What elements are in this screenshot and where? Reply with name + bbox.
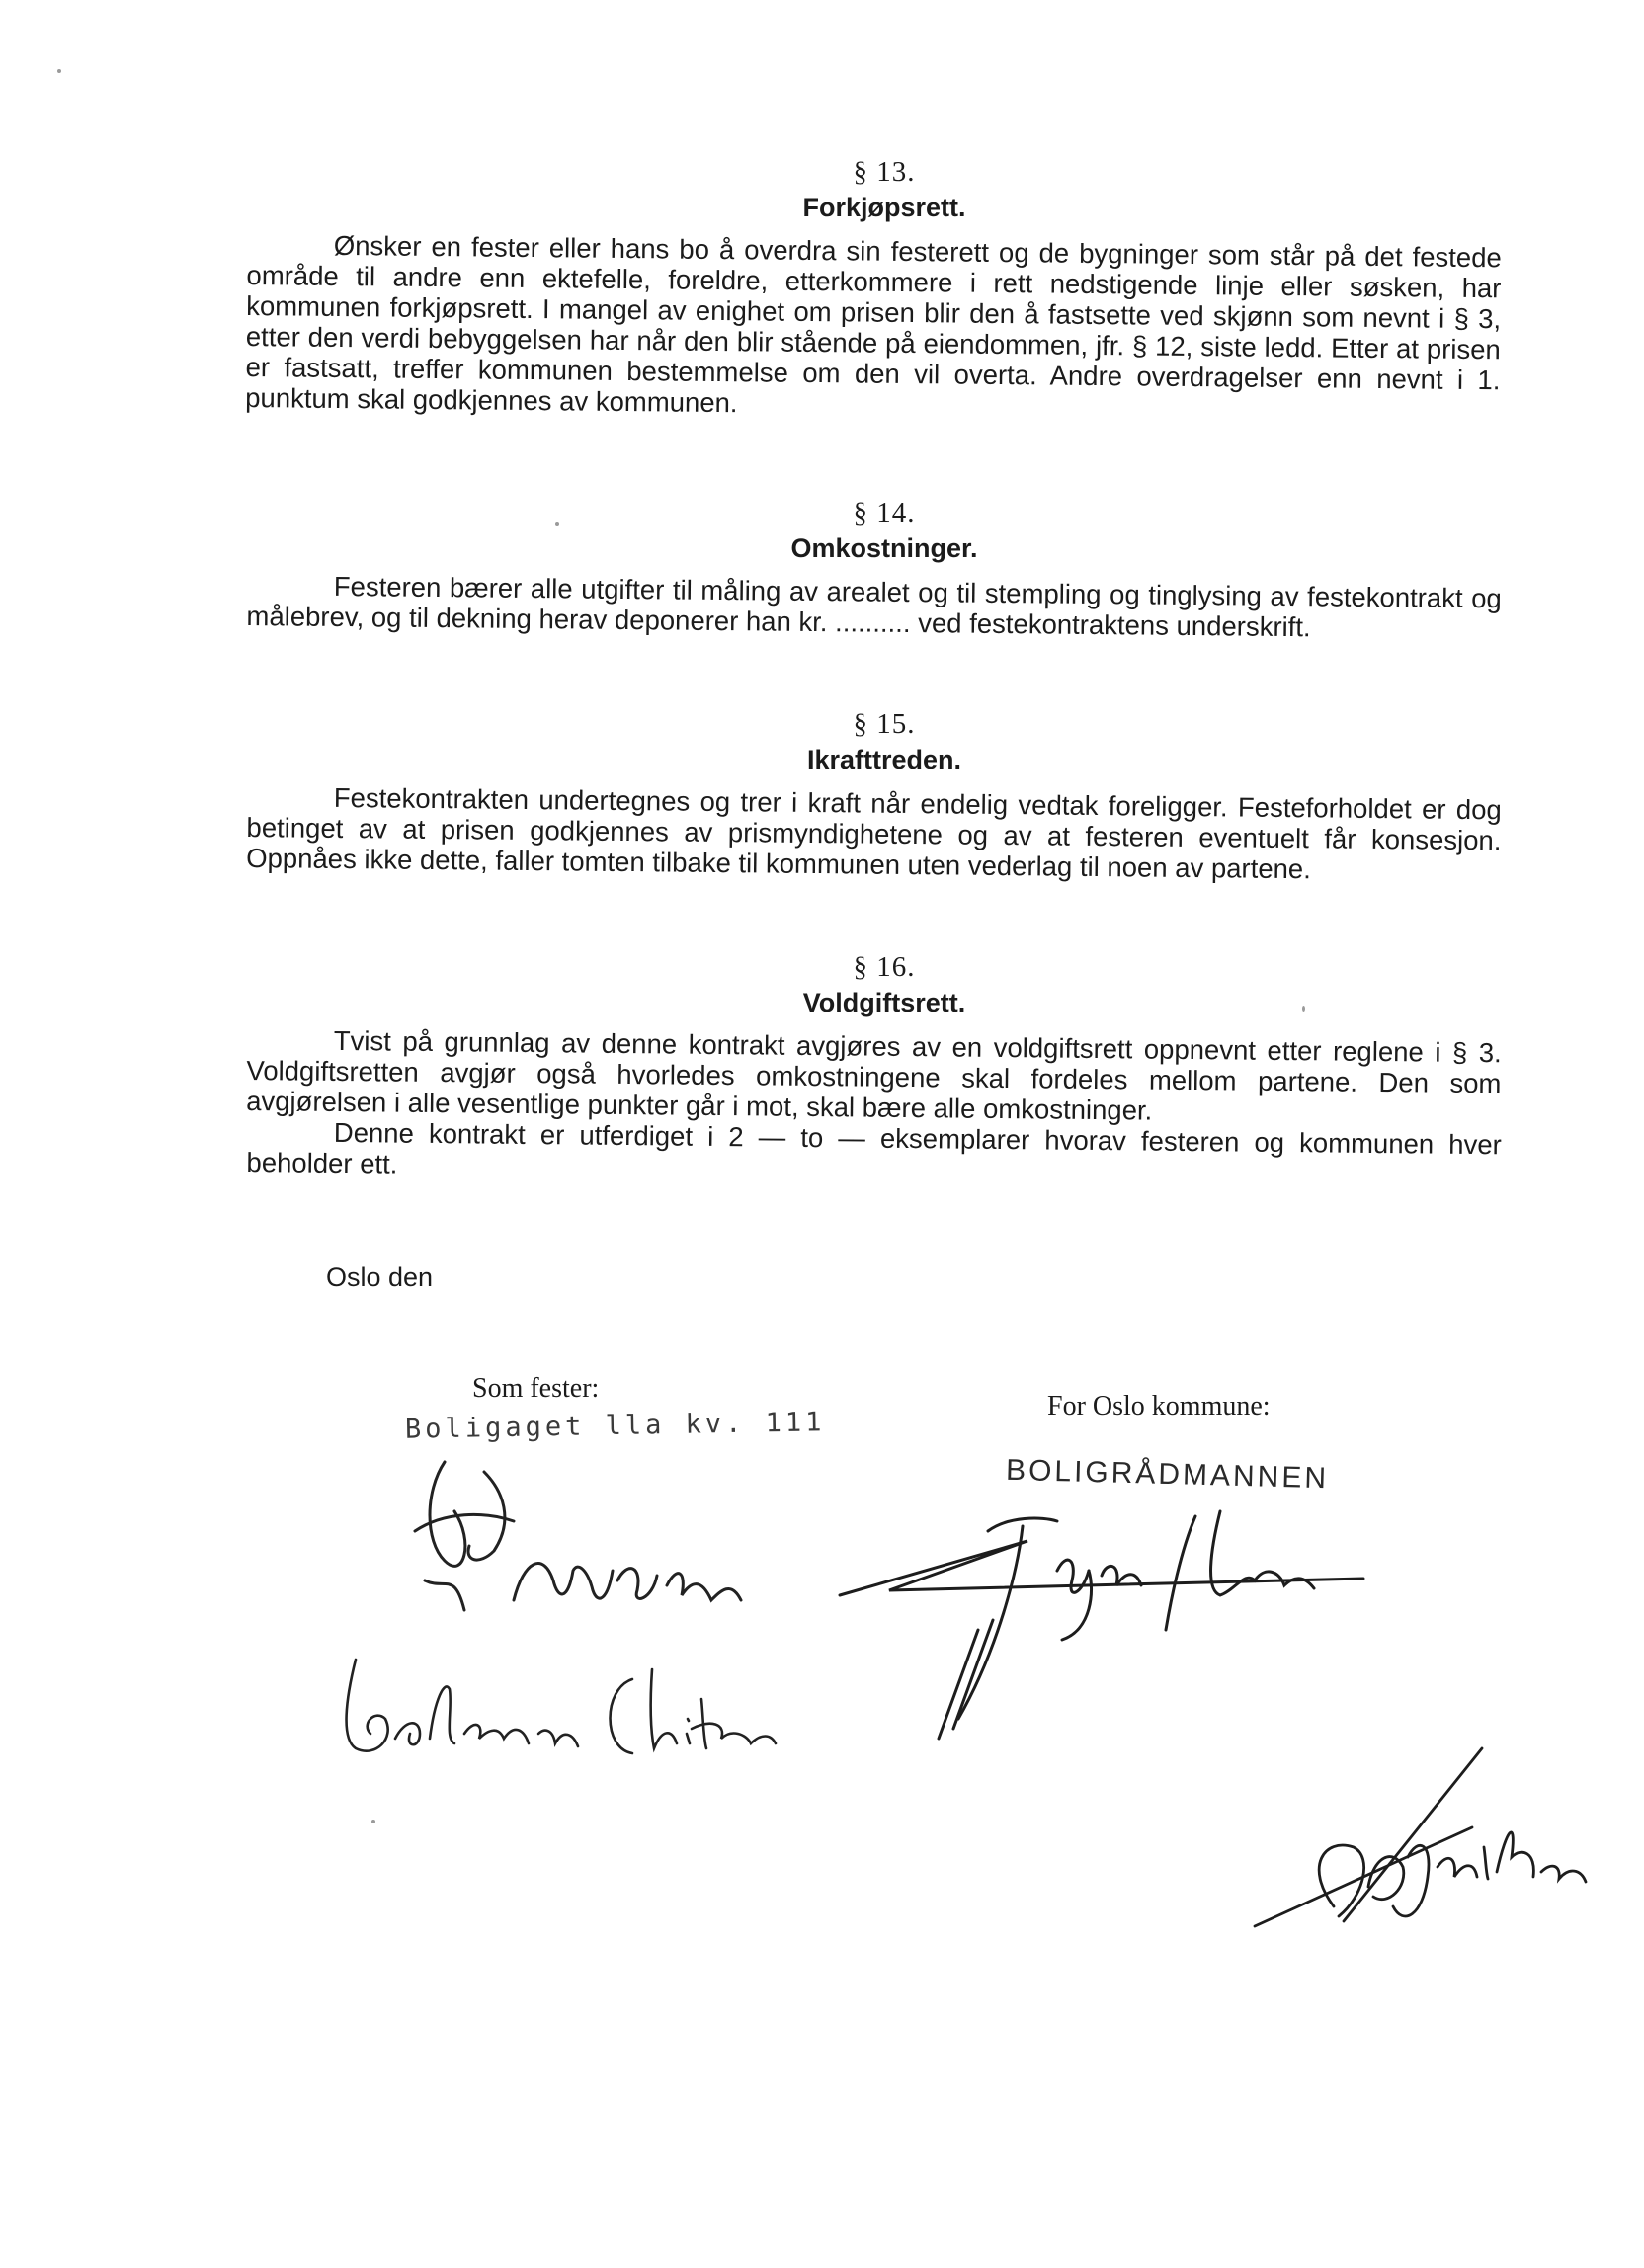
section-14 bbox=[246, 497, 1502, 643]
kommune-signature bbox=[830, 1492, 1383, 1748]
scan-speck bbox=[371, 1820, 375, 1823]
fester-label: Som fester: bbox=[472, 1373, 600, 1404]
section-title: Omkostninger. bbox=[790, 533, 978, 563]
fester-stamp: Boligaget lla kv. 111 bbox=[404, 1407, 826, 1445]
section-number: § 13. bbox=[853, 156, 916, 188]
section-15 bbox=[246, 708, 1502, 885]
section-number: § 15. bbox=[853, 708, 916, 740]
section-title: Voldgiftsrett. bbox=[802, 988, 966, 1017]
scan-speck bbox=[57, 69, 61, 73]
section-title: Forkjøpsrett. bbox=[802, 193, 966, 222]
section-number: § 14. bbox=[853, 497, 916, 528]
scan-speck bbox=[1302, 1006, 1305, 1012]
section-paragraph: Festeren bærer alle utgifter til måling av arealet og til stempling og tinglysing av festekontrakt og målebrev, og til dekning herav deponerer han kr. .......... ved festekontraktens underskrift. bbox=[246, 570, 1502, 643]
section-paragraph: Ønsker en fester eller hans bo å overdra sin festerett og de bygninger som står på det festede område til andre enn ektefelle, foreldre, etterkommere i rett nedstigende linje eller søsken, har kommunen forkjøpsrett. I mangel av enighet om prisen blir den å fastsette ved skjønn som nevnt i § 3, etter den verdi bebyggelsen har når den blir stående på eiendommen, jfr. § 12, siste ledd. Etter at prisen er fastsatt, treffer kommunen bestemmelse om den vil overta. Andre overdragelser enn nevnt i 1. punktum skal godkjennes av kommunen. bbox=[245, 229, 1502, 419]
kommune-stamp: BOLIGRÅDMANNEN bbox=[1005, 1453, 1330, 1496]
fester-signature-2 bbox=[336, 1640, 850, 1778]
place-date: Oslo den bbox=[326, 1262, 434, 1292]
section-title: Ikrafttreden. bbox=[806, 745, 962, 774]
kommune-label: For Oslo kommune: bbox=[1047, 1391, 1271, 1421]
scan-speck bbox=[555, 522, 559, 526]
section-paragraph: Festekontrakten undertegnes og trer i kraft når endelig vedtak foreligger. Festeforholdet er dog betinget av at prisen godkjennes av prismyndighetene og av at festeren eventuelt får konsesjon. Oppnåes ikke dette, faller tomten tilbake til kommunen uten vederlag til noen av partene. bbox=[246, 781, 1502, 885]
section-paragraph: Tvist på grunnlag av denne kontrakt avgjøres av en voldgiftsrett oppnevnt etter reglene i § 3. Voldgiftsretten avgjør også hvorledes omkostningene skal fordeles mellom partene. Den som avgjørelsen i alle vesentlige punkter går i mot, skal bære alle omkostninger. bbox=[246, 1024, 1502, 1126]
section-number: § 16. bbox=[853, 951, 916, 983]
section-paragraph: Denne kontrakt er utferdiget i 2 — to — eksemplarer hvorav festeren og kommunen hver beholder ett. bbox=[246, 1116, 1502, 1179]
fester-signature-1 bbox=[385, 1452, 781, 1630]
section-13 bbox=[245, 156, 1502, 419]
section-16 bbox=[247, 951, 1502, 1177]
witness-signature bbox=[1245, 1748, 1601, 1976]
